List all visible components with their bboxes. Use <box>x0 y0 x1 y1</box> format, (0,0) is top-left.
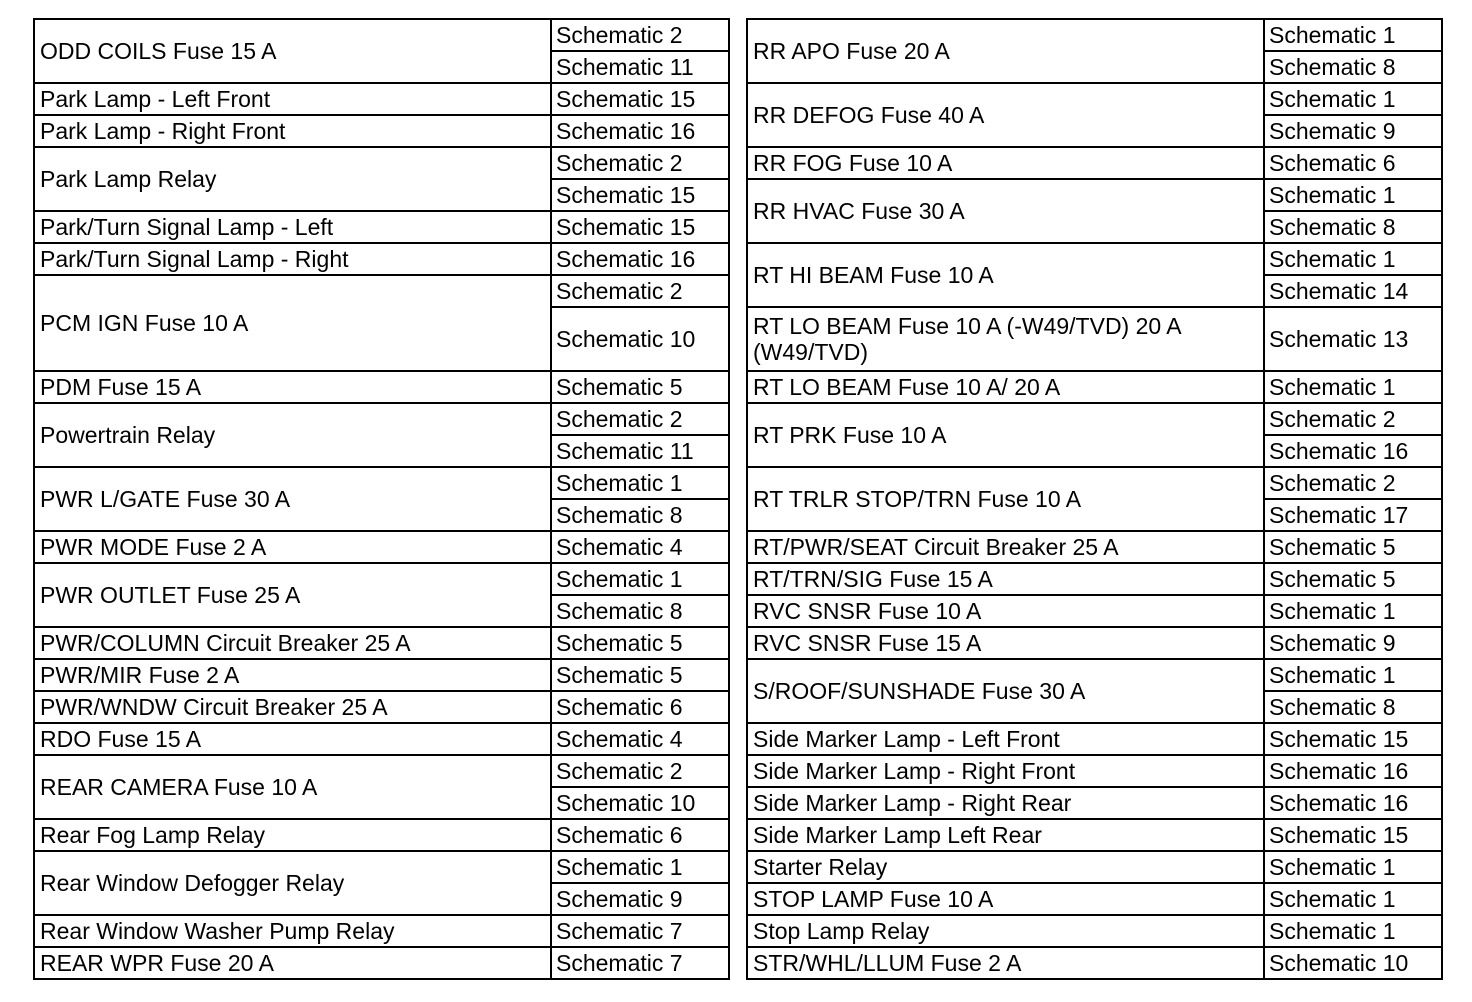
schematic-ref-cell: Schematic 15 <box>1264 819 1442 851</box>
component-name-cell: RR FOG Fuse 10 A <box>747 147 1264 179</box>
component-name-cell: S/ROOF/SUNSHADE Fuse 30 A <box>747 659 1264 723</box>
table-row <box>34 243 729 275</box>
schematic-ref-cell: Schematic 2 <box>551 19 729 51</box>
schematic-ref-cell: Schematic 15 <box>551 211 729 243</box>
component-table-right-body <box>747 19 1442 979</box>
component-name-cell: Starter Relay <box>747 851 1264 883</box>
schematic-ref-cell: Schematic 6 <box>551 819 729 851</box>
table-row <box>747 147 1442 179</box>
component-name-cell: Park Lamp Relay <box>34 147 551 211</box>
table-row <box>34 563 729 595</box>
component-name-cell: RVC SNSR Fuse 10 A <box>747 595 1264 627</box>
schematic-ref-cell: Schematic 1 <box>1264 19 1442 51</box>
component-name-cell: REAR WPR Fuse 20 A <box>34 947 551 979</box>
table-row <box>34 915 729 947</box>
schematic-ref-cell: Schematic 1 <box>551 563 729 595</box>
component-name-cell: STR/WHL/LLUM Fuse 2 A <box>747 947 1264 979</box>
component-name-cell: RT LO BEAM Fuse 10 A (-W49/TVD) 20 A (W49/TVD) <box>747 307 1264 371</box>
component-name-cell: Rear Window Defogger Relay <box>34 851 551 915</box>
schematic-ref-cell: Schematic 10 <box>1264 947 1442 979</box>
schematic-ref-cell: Schematic 6 <box>551 691 729 723</box>
schematic-ref-cell: Schematic 11 <box>551 435 729 467</box>
component-name-cell: Side Marker Lamp Left Rear <box>747 819 1264 851</box>
schematic-ref-cell: Schematic 1 <box>1264 83 1442 115</box>
component-name-cell: Side Marker Lamp - Left Front <box>747 723 1264 755</box>
schematic-ref-cell: Schematic 8 <box>1264 211 1442 243</box>
table-row <box>747 595 1442 627</box>
component-name-cell: RR HVAC Fuse 30 A <box>747 179 1264 243</box>
schematic-ref-cell: Schematic 4 <box>551 723 729 755</box>
schematic-ref-cell: Schematic 16 <box>1264 435 1442 467</box>
schematic-ref-cell: Schematic 15 <box>551 83 729 115</box>
table-row <box>34 755 729 787</box>
schematic-ref-cell: Schematic 8 <box>551 499 729 531</box>
component-name-cell: PWR MODE Fuse 2 A <box>34 531 551 563</box>
schematic-ref-cell: Schematic 9 <box>551 883 729 915</box>
schematic-ref-cell: Schematic 10 <box>551 787 729 819</box>
component-name-cell: RT TRLR STOP/TRN Fuse 10 A <box>747 467 1264 531</box>
table-row <box>747 83 1442 115</box>
component-table-left <box>33 18 730 980</box>
table-row <box>34 403 729 435</box>
schematic-ref-cell: Schematic 5 <box>551 371 729 403</box>
schematic-ref-cell: Schematic 16 <box>551 243 729 275</box>
schematic-ref-cell: Schematic 9 <box>1264 627 1442 659</box>
component-name-cell: PWR/WNDW Circuit Breaker 25 A <box>34 691 551 723</box>
table-row <box>747 787 1442 819</box>
schematic-ref-cell: Schematic 8 <box>551 595 729 627</box>
schematic-ref-cell: Schematic 5 <box>551 627 729 659</box>
table-row <box>34 371 729 403</box>
schematic-ref-cell: Schematic 8 <box>1264 691 1442 723</box>
table-row <box>34 691 729 723</box>
component-name-cell: Powertrain Relay <box>34 403 551 467</box>
component-name-cell: STOP LAMP Fuse 10 A <box>747 883 1264 915</box>
component-name-cell: PWR/COLUMN Circuit Breaker 25 A <box>34 627 551 659</box>
schematic-ref-cell: Schematic 2 <box>551 403 729 435</box>
schematic-ref-cell: Schematic 1 <box>1264 243 1442 275</box>
table-row <box>747 819 1442 851</box>
table-row <box>747 531 1442 563</box>
component-name-cell: Rear Fog Lamp Relay <box>34 819 551 851</box>
component-name-cell: PWR/MIR Fuse 2 A <box>34 659 551 691</box>
schematic-ref-cell: Schematic 16 <box>1264 755 1442 787</box>
table-row <box>34 19 729 51</box>
schematic-ref-cell: Schematic 5 <box>1264 531 1442 563</box>
schematic-ref-cell: Schematic 7 <box>551 915 729 947</box>
component-name-cell: RT PRK Fuse 10 A <box>747 403 1264 467</box>
table-row <box>34 947 729 979</box>
table-row <box>747 179 1442 211</box>
schematic-ref-cell: Schematic 2 <box>1264 467 1442 499</box>
component-name-cell: PDM Fuse 15 A <box>34 371 551 403</box>
component-name-cell: Park/Turn Signal Lamp - Left <box>34 211 551 243</box>
component-name-cell: RVC SNSR Fuse 15 A <box>747 627 1264 659</box>
component-name-cell: REAR CAMERA Fuse 10 A <box>34 755 551 819</box>
component-name-cell: ODD COILS Fuse 15 A <box>34 19 551 83</box>
schematic-ref-cell: Schematic 15 <box>1264 723 1442 755</box>
table-row <box>747 723 1442 755</box>
table-row <box>34 211 729 243</box>
table-row <box>747 851 1442 883</box>
component-name-cell: Side Marker Lamp - Right Rear <box>747 787 1264 819</box>
component-name-cell: RT LO BEAM Fuse 10 A/ 20 A <box>747 371 1264 403</box>
table-row <box>34 115 729 147</box>
component-name-cell: Rear Window Washer Pump Relay <box>34 915 551 947</box>
table-row <box>747 883 1442 915</box>
schematic-ref-cell: Schematic 1 <box>1264 595 1442 627</box>
schematic-ref-cell: Schematic 11 <box>551 51 729 83</box>
schematic-ref-cell: Schematic 2 <box>551 275 729 307</box>
schematic-ref-cell: Schematic 14 <box>1264 275 1442 307</box>
schematic-ref-cell: Schematic 17 <box>1264 499 1442 531</box>
table-row <box>34 467 729 499</box>
table-row <box>34 83 729 115</box>
table-row <box>747 19 1442 51</box>
schematic-ref-cell: Schematic 8 <box>1264 51 1442 83</box>
component-name-cell: Park/Turn Signal Lamp - Right <box>34 243 551 275</box>
component-name-cell: Side Marker Lamp - Right Front <box>747 755 1264 787</box>
component-table-left-body <box>34 19 729 979</box>
table-row <box>747 947 1442 979</box>
schematic-ref-cell: Schematic 7 <box>551 947 729 979</box>
table-row <box>34 147 729 179</box>
component-name-cell: RT HI BEAM Fuse 10 A <box>747 243 1264 307</box>
schematic-ref-cell: Schematic 2 <box>551 147 729 179</box>
component-name-cell: PCM IGN Fuse 10 A <box>34 275 551 371</box>
table-row <box>747 659 1442 691</box>
table-row <box>747 627 1442 659</box>
schematic-ref-cell: Schematic 4 <box>551 531 729 563</box>
schematic-ref-cell: Schematic 16 <box>551 115 729 147</box>
component-name-cell: RR DEFOG Fuse 40 A <box>747 83 1264 147</box>
component-name-cell: RT/PWR/SEAT Circuit Breaker 25 A <box>747 531 1264 563</box>
schematic-ref-cell: Schematic 13 <box>1264 307 1442 371</box>
table-row <box>747 307 1442 371</box>
table-row <box>34 627 729 659</box>
table-row <box>34 851 729 883</box>
table-row <box>747 467 1442 499</box>
schematic-ref-cell: Schematic 1 <box>1264 851 1442 883</box>
component-table-right <box>746 18 1443 980</box>
table-row <box>747 243 1442 275</box>
schematic-ref-cell: Schematic 5 <box>1264 563 1442 595</box>
table-row <box>34 819 729 851</box>
schematic-ref-cell: Schematic 2 <box>1264 403 1442 435</box>
component-name-cell: Park Lamp - Right Front <box>34 115 551 147</box>
schematic-ref-cell: Schematic 15 <box>551 179 729 211</box>
schematic-ref-cell: Schematic 10 <box>551 307 729 371</box>
table-row <box>747 563 1442 595</box>
table-row <box>34 531 729 563</box>
schematic-ref-cell: Schematic 1 <box>1264 371 1442 403</box>
component-name-cell: RDO Fuse 15 A <box>34 723 551 755</box>
schematic-ref-cell: Schematic 6 <box>1264 147 1442 179</box>
schematic-ref-cell: Schematic 16 <box>1264 787 1442 819</box>
component-name-cell: RR APO Fuse 20 A <box>747 19 1264 83</box>
table-row <box>747 403 1442 435</box>
schematic-ref-cell: Schematic 2 <box>551 755 729 787</box>
schematic-ref-cell: Schematic 5 <box>551 659 729 691</box>
component-name-cell: PWR L/GATE Fuse 30 A <box>34 467 551 531</box>
schematic-ref-cell: Schematic 1 <box>1264 659 1442 691</box>
component-name-cell: Park Lamp - Left Front <box>34 83 551 115</box>
schematic-ref-cell: Schematic 1 <box>551 467 729 499</box>
table-row <box>34 723 729 755</box>
schematic-ref-cell: Schematic 1 <box>1264 179 1442 211</box>
table-row <box>34 275 729 307</box>
table-row <box>747 915 1442 947</box>
table-row <box>747 371 1442 403</box>
schematic-ref-cell: Schematic 1 <box>551 851 729 883</box>
component-name-cell: Stop Lamp Relay <box>747 915 1264 947</box>
schematic-ref-cell: Schematic 9 <box>1264 115 1442 147</box>
schematic-ref-cell: Schematic 1 <box>1264 883 1442 915</box>
table-row <box>747 755 1442 787</box>
component-name-cell: PWR OUTLET Fuse 25 A <box>34 563 551 627</box>
table-row <box>34 659 729 691</box>
component-name-cell: RT/TRN/SIG Fuse 15 A <box>747 563 1264 595</box>
schematic-ref-cell: Schematic 1 <box>1264 915 1442 947</box>
